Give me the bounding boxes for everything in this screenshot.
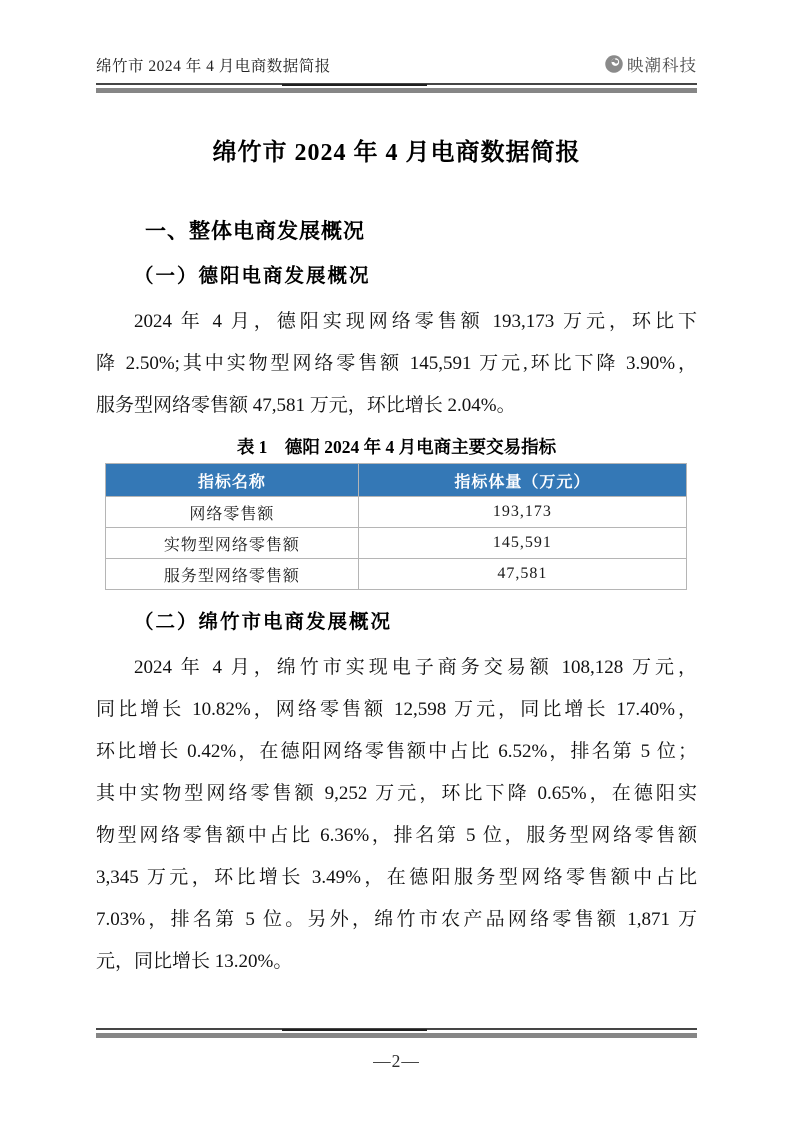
brand-lockup: [604, 52, 697, 76]
subsection-heading-deyang: （一）德阳电商发展概况: [134, 266, 371, 287]
indicator-table: [105, 463, 687, 590]
page-title: 绵竹市 2024 年 4 月电商数据简报: [212, 140, 581, 166]
footer-rule-thick: [96, 1033, 697, 1038]
table-cell-value: 47,581: [358, 559, 686, 590]
header-rule-overlap: [282, 84, 426, 86]
paragraph-mianzhu: [96, 647, 697, 983]
header-rule-thick: [96, 88, 697, 93]
paragraph-line: 物型网络零售额中占比 6.36%，排名第 5 位，服务型网络零售额: [96, 825, 697, 846]
table-header-indicator-name: 指标名称: [106, 464, 359, 497]
table-row: [106, 559, 687, 590]
brand-name: 映潮科技: [627, 56, 697, 75]
paragraph-line: 其中实物型网络零售额 9,252 万元，环比下降 0.65%，在德阳实: [96, 783, 697, 804]
paragraph-line: 降 2.50%;其中实物型网络零售额 145,591 万元,环比下降 3.90%，: [96, 353, 697, 374]
table-cell-indicator: 服务型网络零售额: [106, 559, 359, 590]
subsection-heading-mianzhu: （二）绵竹市电商发展概况: [134, 612, 393, 633]
paragraph-deyang: [96, 301, 697, 427]
table-caption: 表 1 德阳 2024 年 4 月电商主要交易指标: [236, 437, 557, 457]
table-row: [106, 528, 687, 559]
page-header: [96, 0, 697, 93]
paragraph-line: 服务型网络零售额 47,581 万元，环比增长 2.04%。: [96, 395, 516, 416]
page-footer: [96, 1028, 697, 1072]
table-cell-value: 145,591: [358, 528, 686, 559]
paragraph-line: 7.03%，排名第 5 位。另外，绵竹市农产品网络零售额 1,871 万: [96, 909, 697, 930]
paragraph-line: 2024 年 4 月，德阳实现网络零售额 193,173 万元，环比下: [134, 311, 697, 332]
paragraph-line: 元，同比增长 13.20%。: [96, 951, 293, 972]
section-heading-overall: 一、整体电商发展概况: [145, 220, 365, 243]
table-cell-indicator: 实物型网络零售额: [106, 528, 359, 559]
yingchao-logo-icon: [604, 54, 624, 74]
footer-rule-overlap: [282, 1029, 426, 1031]
paragraph-line: 同比增长 10.82%，网络零售额 12,598 万元，同比增长 17.40%，: [96, 699, 697, 720]
table-header-row: [106, 464, 687, 497]
paragraph-line: 2024 年 4 月，绵竹市实现电子商务交易额 108,128 万元，: [134, 657, 697, 678]
page-number: —2—: [373, 1051, 420, 1071]
table-header-indicator-volume: 指标体量（万元）: [358, 464, 686, 497]
header-doc-title: 绵竹市 2024 年 4 月电商数据简报: [96, 58, 331, 75]
table-cell-indicator: 网络零售额: [106, 497, 359, 528]
table-cell-value: 193,173: [358, 497, 686, 528]
paragraph-line: 环比增长 0.42%，在德阳网络零售额中占比 6.52%，排名第 5 位；: [96, 741, 697, 762]
table-row: [106, 497, 687, 528]
document-body: [96, 138, 697, 983]
paragraph-line: 3,345 万元，环比增长 3.49%，在德阳服务型网络零售额中占比: [96, 867, 697, 888]
footer-rule-thin: [96, 1028, 697, 1030]
header-rule-thin: [96, 83, 697, 85]
